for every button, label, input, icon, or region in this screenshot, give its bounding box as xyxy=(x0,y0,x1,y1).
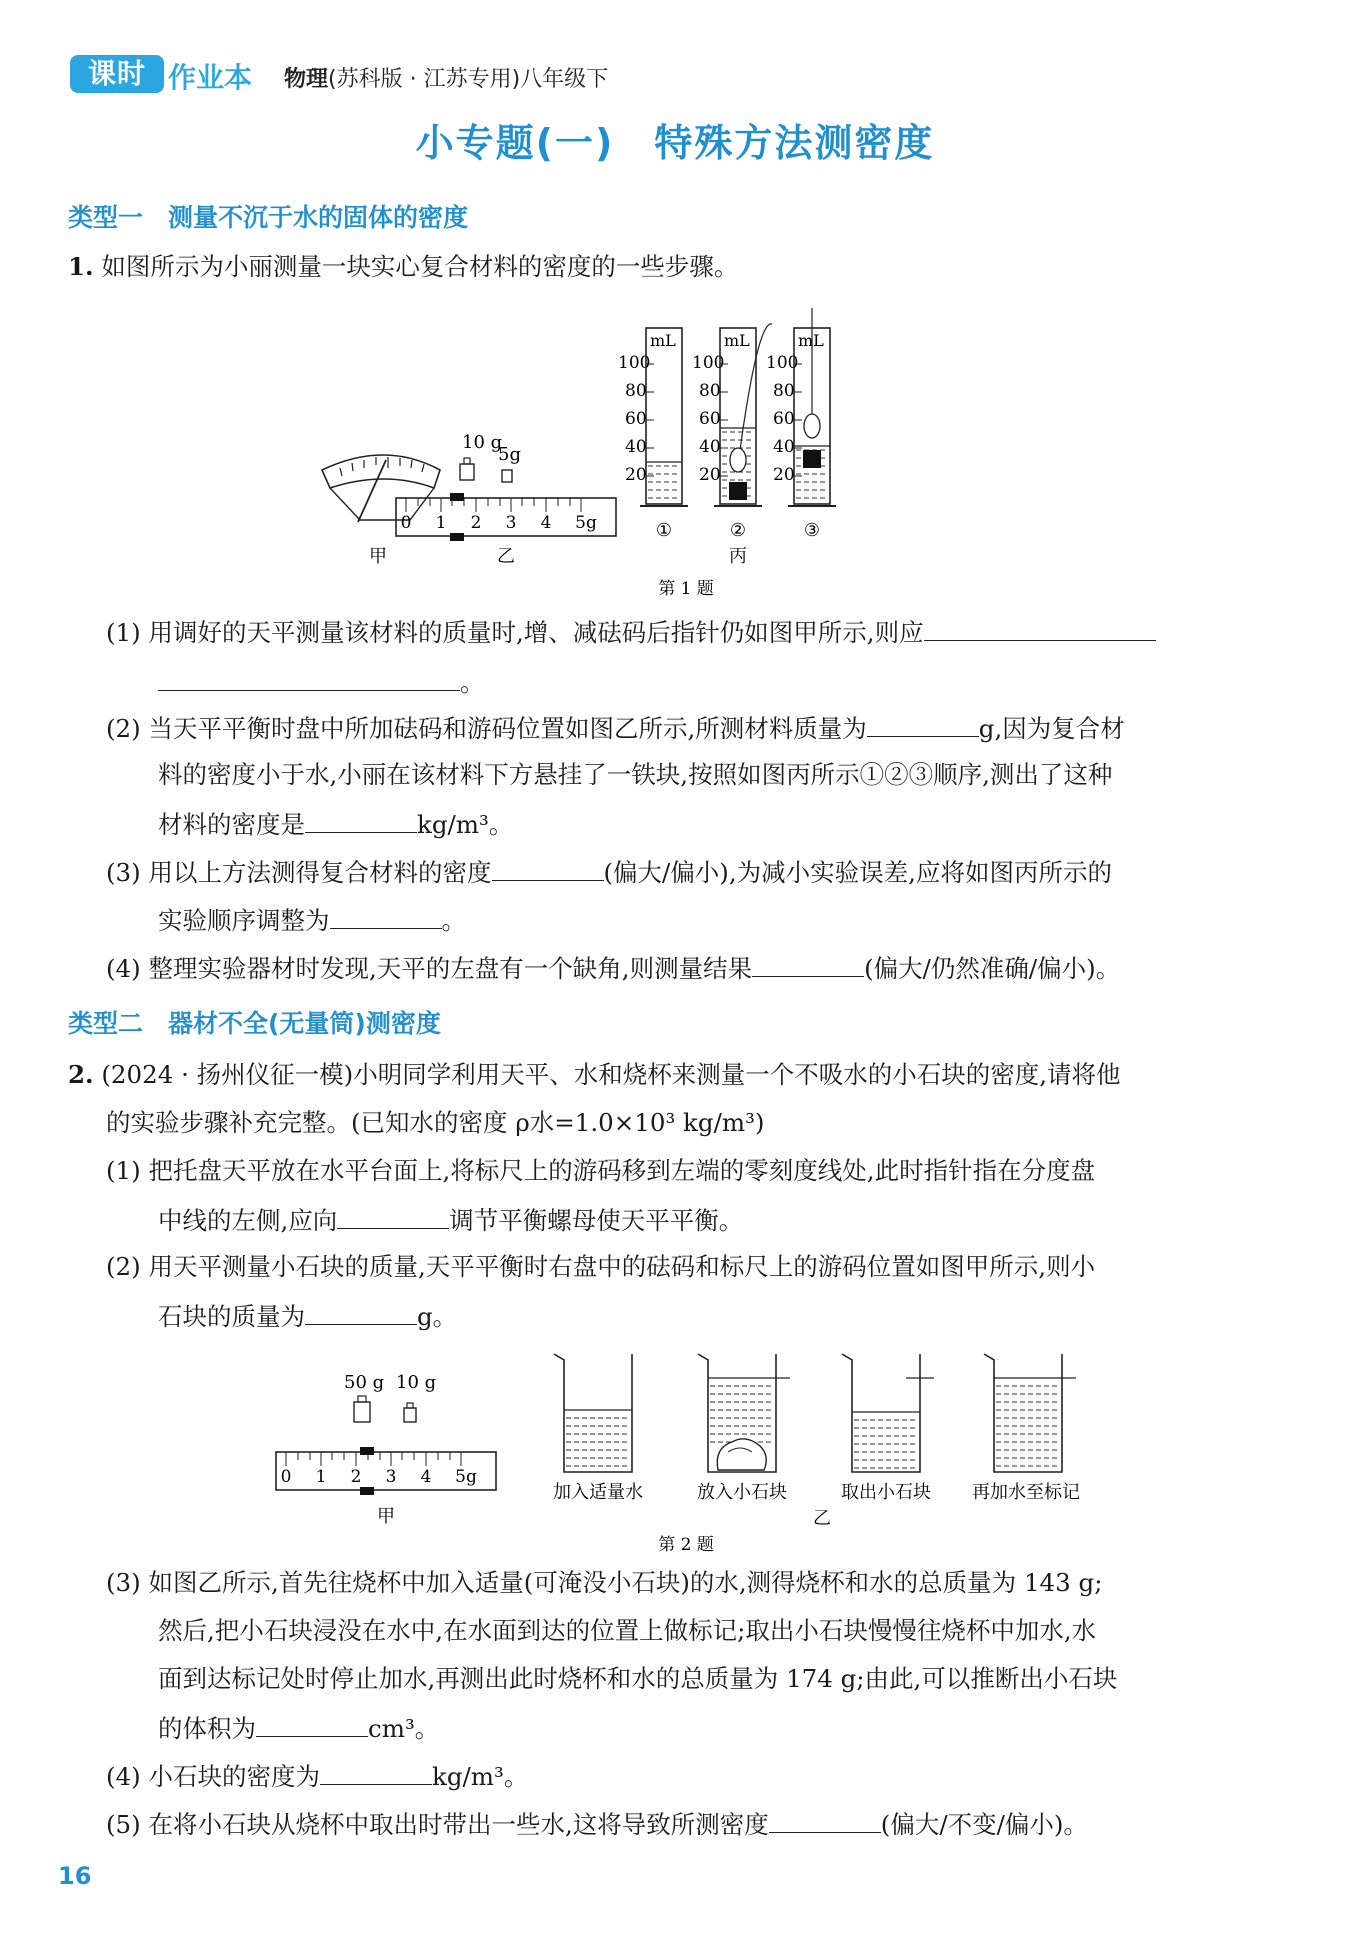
q2-answer-blank-2[interactable] xyxy=(305,1298,417,1325)
q1-part1-end: 。 xyxy=(460,668,485,697)
label-yi: 乙 xyxy=(497,546,515,567)
weight-10g-label: 10 g xyxy=(396,1372,437,1393)
cylinder-1 xyxy=(618,328,688,541)
scale-tick-label: 4 xyxy=(540,513,552,533)
q1-part2-text-c: 料的密度小于水,小丽在该材料下方悬挂了一铁块,按照如图丙所示①②③顺序,测出了这种 xyxy=(158,760,1113,789)
q2-part1-text-b: 中线的左侧,应向 xyxy=(158,1206,338,1235)
q1-part3-end: 。 xyxy=(441,906,466,935)
q2-answer-blank-5[interactable] xyxy=(769,1806,881,1833)
q1-number: 1. xyxy=(68,252,94,281)
rider-bottom xyxy=(360,1487,374,1495)
ml-label: mL xyxy=(798,331,824,350)
subject-label: 物理 xyxy=(284,67,329,92)
figure-1-caption: 第 1 题 xyxy=(658,579,714,599)
beaker-2-label: 放入小石块 xyxy=(697,1482,787,1503)
cyl-tick-label: 40 xyxy=(699,437,721,457)
q1-part2-line3 xyxy=(158,806,513,842)
q2-answer-blank-1[interactable] xyxy=(337,1202,449,1229)
scale-tick-label: 0 xyxy=(400,513,412,533)
q2-part1-text: (1) 把托盘天平放在水平台面上,将标尺上的游码移到左端的零刻度线处,此时指针指在分度盘 xyxy=(106,1156,1096,1185)
label-bing: 丙 xyxy=(729,546,747,567)
weight-5g-label: 5g xyxy=(498,444,521,465)
q1-part3-text-c: 实验顺序调整为 xyxy=(158,906,330,935)
q2-part4-unit: kg/m³。 xyxy=(432,1762,529,1791)
q1-part3 xyxy=(106,854,1112,890)
cyl-tick-label: 80 xyxy=(773,381,795,401)
q2-part4 xyxy=(106,1758,528,1794)
weight-10g xyxy=(460,464,474,480)
cyl-tick-label: 100 xyxy=(618,353,651,373)
q2-answer-blank-4[interactable] xyxy=(320,1758,432,1785)
q2-part5-text: (5) 在将小石块从烧杯中取出时带出一些水,这将导致所测密度 xyxy=(106,1810,769,1839)
page-number: 16 xyxy=(58,1862,92,1890)
q1-answer-blank-1a[interactable] xyxy=(924,614,1156,641)
figure-2-caption: 第 2 题 xyxy=(658,1535,714,1555)
q1-text: 如图所示为小丽测量一块实心复合材料的密度的一些步骤。 xyxy=(101,252,739,281)
q1-part2 xyxy=(106,710,1125,746)
q1-part4-text: (4) 整理实验器材时发现,天平的左盘有一个缺角,则测量结果 xyxy=(106,954,753,983)
q1-part3-text-b: (偏大/偏小),为减小实验误差,应将如图丙所示的 xyxy=(603,858,1112,887)
series-brand: 作业本 xyxy=(168,61,253,94)
book-subtitle xyxy=(284,62,608,93)
label-c1: ① xyxy=(655,520,673,541)
rider-top xyxy=(360,1447,374,1455)
scale-tick-label: 5g xyxy=(575,513,597,533)
q1-part1 xyxy=(106,614,1156,650)
q1-part2-text: (2) 当天平平衡时盘中所加砝码和游码位置如图乙所示,所测材料质量为 xyxy=(106,714,867,743)
scale-tick-label: 4 xyxy=(420,1467,432,1487)
q1-part3-text: (3) 用以上方法测得复合材料的密度 xyxy=(106,858,492,887)
series-logo: 课时 xyxy=(70,55,164,93)
label-c2: ② xyxy=(729,520,747,541)
q1-part1-cont xyxy=(158,664,485,700)
beaker-refill-water xyxy=(972,1354,1080,1503)
q1-part2-line2 xyxy=(158,758,1112,792)
q1-answer-blank-2b[interactable] xyxy=(305,806,417,833)
cyl-tick-label: 80 xyxy=(625,381,647,401)
q2-part3-text-c: 面到达标记处时停止加水,再测出此时烧杯和水的总质量为 174 g;由此,可以推断出小石块 xyxy=(158,1664,1118,1693)
scale-tick-label: 0 xyxy=(280,1467,292,1487)
q1-part1-text: (1) 用调好的天平测量该材料的质量时,增、减砝码后指针仍如图甲所示,则应 xyxy=(106,618,924,647)
q2-part2 xyxy=(106,1250,1095,1284)
q2-part3-text-d: 的体积为 xyxy=(158,1714,256,1743)
section-type-one: 类型一 测量不沉于水的固体的密度 xyxy=(68,203,469,232)
rider-bottom xyxy=(450,533,464,541)
scale-tick-label: 1 xyxy=(315,1467,327,1487)
q2-stem-given: 的实验步骤补充完整。(已知水的密度 ρ水=1.0×10³ kg/m³) xyxy=(106,1108,765,1137)
q2-part2-unit: g。 xyxy=(417,1302,458,1331)
cyl-tick-label: 100 xyxy=(766,353,799,373)
label-yi: 乙 xyxy=(813,1508,831,1529)
q2-part1 xyxy=(106,1154,1095,1188)
cyl-tick-label: 20 xyxy=(773,465,795,485)
cyl-tick-label: 60 xyxy=(625,409,647,429)
q2-part2-text: (2) 用天平测量小石块的质量,天平平衡时右盘中的砝码和标尺上的游码位置如图甲所示,则小 xyxy=(106,1252,1096,1281)
ml-label: mL xyxy=(650,331,676,350)
q2-number: 2. xyxy=(68,1060,94,1089)
balance-dial-jia xyxy=(322,455,440,567)
cyl-tick-label: 40 xyxy=(773,437,795,457)
q1-answer-blank-3a[interactable] xyxy=(492,854,604,881)
q2-part3 xyxy=(106,1566,1102,1600)
cylinder-2 xyxy=(692,324,772,567)
q1-part4-text-b: (偏大/仍然准确/偏小)。 xyxy=(864,954,1121,983)
cyl-tick-label: 100 xyxy=(692,353,725,373)
q2-part4-text: (4) 小石块的密度为 xyxy=(106,1762,320,1791)
figure-1 xyxy=(300,300,1080,600)
beaker-remove-stone xyxy=(841,1354,934,1503)
q2-stem-line2 xyxy=(106,1106,764,1140)
q2-part3-line3 xyxy=(158,1662,1117,1696)
cyl-tick-label: 60 xyxy=(699,409,721,429)
weight-50g xyxy=(354,1402,370,1422)
rider-top xyxy=(450,493,464,501)
weights-and-rider-jia xyxy=(276,1372,496,1527)
q2-stem-line1: (2024 · 扬州仪征一模)小明同学利用天平、水和烧杯来测量一个不吸水的小石块的密度,请将他 xyxy=(101,1060,1121,1089)
q2-stem xyxy=(68,1058,1121,1092)
q2-part2-text-b: 石块的质量为 xyxy=(158,1302,305,1331)
beaker-put-stone xyxy=(697,1354,790,1503)
weight-50g-label: 50 g xyxy=(344,1372,385,1393)
q1-part2-unit: kg/m³。 xyxy=(417,810,514,839)
q2-part2-line2 xyxy=(158,1298,457,1334)
q2-part1-line2 xyxy=(158,1202,743,1238)
q1-part2-text-b: g,因为复合材 xyxy=(978,714,1125,743)
cyl-tick-label: 80 xyxy=(699,381,721,401)
scale-tick-label: 3 xyxy=(505,513,517,533)
label-jia: 甲 xyxy=(377,1506,395,1527)
q2-part1-text-c: 调节平衡螺母使天平平衡。 xyxy=(449,1206,744,1235)
beaker-1-label: 加入适量水 xyxy=(553,1482,643,1503)
weights-and-rider-yi xyxy=(396,432,616,567)
q1-answer-blank-1b[interactable] xyxy=(158,664,460,691)
ml-label: mL xyxy=(724,331,750,350)
q2-part5-text-b: (偏大/不变/偏小)。 xyxy=(880,1810,1088,1839)
q2-part3-text-b: 然后,把小石块浸没在水中,在水面到达的位置上做标记;取出小石块慢慢往烧杯中加水,水 xyxy=(158,1616,1097,1645)
figure-2 xyxy=(270,1340,1110,1560)
scale-tick-label: 2 xyxy=(350,1467,362,1487)
stone-icon xyxy=(717,1439,766,1470)
scale-tick-label: 2 xyxy=(470,513,482,533)
label-jia: 甲 xyxy=(369,546,387,567)
scale-tick-label: 5g xyxy=(455,1467,477,1487)
weight-10g-label: 10 g xyxy=(462,432,503,453)
beaker-add-water xyxy=(553,1354,643,1503)
q1-part2-text-d: 材料的密度是 xyxy=(158,810,305,839)
q1-part4 xyxy=(106,950,1120,986)
weight-10g xyxy=(404,1408,416,1422)
q1-answer-blank-3b[interactable] xyxy=(330,902,442,929)
q1-part3-line2 xyxy=(158,902,466,938)
scale-tick-label: 3 xyxy=(385,1467,397,1487)
cyl-tick-label: 20 xyxy=(625,465,647,485)
cyl-tick-label: 20 xyxy=(699,465,721,485)
cyl-tick-label: 40 xyxy=(625,437,647,457)
q2-part3-text: (3) 如图乙所示,首先往烧杯中加入适量(可淹没小石块)的水,测得烧杯和水的总质量为 143 g; xyxy=(106,1568,1103,1597)
scale-tick-label: 1 xyxy=(435,513,447,533)
q2-part5 xyxy=(106,1806,1088,1842)
edition-label: (苏科版 · 江苏专用)八年级下 xyxy=(328,67,609,92)
q1-answer-blank-4[interactable] xyxy=(752,950,864,977)
beaker-4-label: 再加水至标记 xyxy=(972,1482,1080,1503)
weight-5g xyxy=(502,470,512,482)
beaker-3-label: 取出小石块 xyxy=(841,1482,931,1503)
cyl-tick-label: 60 xyxy=(773,409,795,429)
q2-part3-unit: cm³。 xyxy=(368,1714,440,1743)
q1-stem xyxy=(68,250,738,284)
label-c3: ③ xyxy=(803,520,821,541)
q1-answer-blank-2a[interactable] xyxy=(867,710,979,737)
q2-part3-line4 xyxy=(158,1710,439,1746)
q2-answer-blank-3[interactable] xyxy=(256,1710,368,1737)
cylinder-3 xyxy=(766,308,836,541)
page-title: 小专题(一) 特殊方法测密度 xyxy=(415,121,935,165)
section-type-two: 类型二 器材不全(无量筒)测密度 xyxy=(68,1009,441,1038)
q2-part3-line2 xyxy=(158,1614,1096,1648)
